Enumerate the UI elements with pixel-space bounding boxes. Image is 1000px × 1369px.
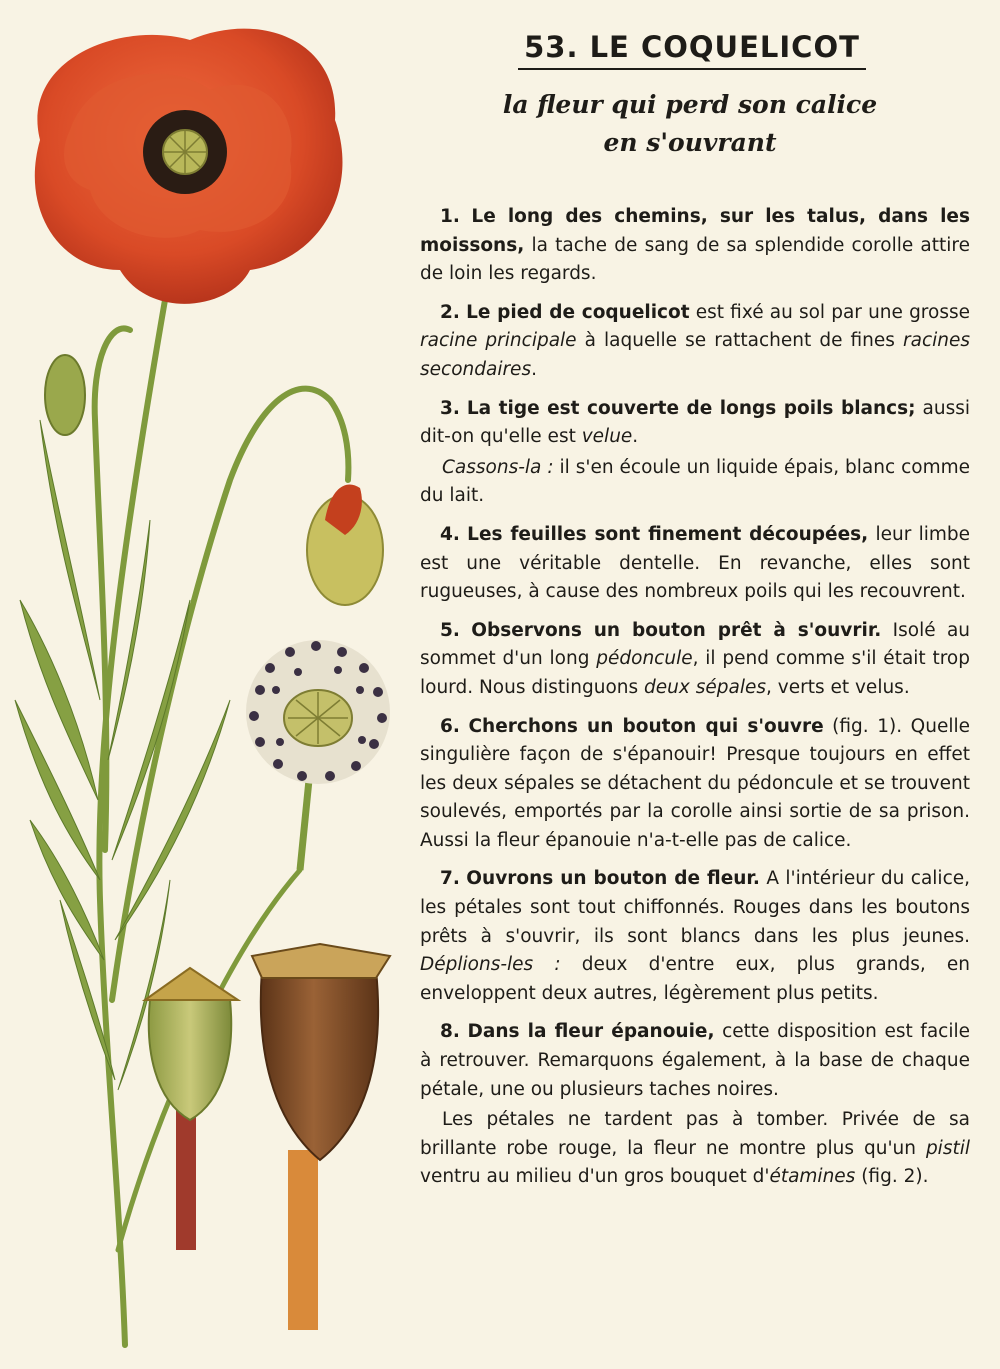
paragraph-8	[420, 1018, 970, 1104]
paragraph-3-continued	[420, 454, 970, 511]
paragraph-text: Isolé au sommet d'un long	[420, 619, 971, 670]
paragraph-text: aussi dit-on qu'elle est	[420, 397, 970, 448]
paragraph-8-continued	[420, 1106, 970, 1192]
paragraph-6	[420, 713, 970, 856]
paragraph-text: (fig. 1). Quelle singulière façon de s'épanouir! Presque toujours en effet les deux sépales se détachent du pédoncule et se trouvent soulevés, emportés par la corolle ainsi sortie de sa prison. Aussi la fleur épanouie n'a-t-elle pas de calice.	[420, 715, 970, 851]
paragraph-heading: Observons un bouton prêt à s'ouvrir.	[471, 619, 882, 641]
italic-term: pédoncule	[596, 648, 693, 670]
page-subtitle	[470, 86, 910, 162]
italic-term: étamines	[769, 1166, 856, 1188]
paragraph-text: est fixé au sol par une grosse	[689, 301, 970, 323]
paragraph-4	[420, 521, 970, 607]
brown-seed-capsule	[252, 944, 390, 1330]
paragraph-number: 4.	[440, 523, 460, 545]
paragraph-heading: Le long des chemins, sur les talus, dans les moissons,	[420, 206, 970, 256]
paragraph-number: 5.	[440, 619, 460, 641]
page-title: 53. LE COQUELICOT	[518, 30, 866, 70]
paragraph-7	[420, 865, 970, 1008]
poppy-flower	[35, 29, 343, 304]
paragraph-text: (fig. 2).	[855, 1166, 929, 1188]
paragraph-text: A l'intérieur du calice, les pétales sont tout chiffonnés. Rouges dans les boutons prêts à s'ouvrir, ils sont blancs dans les plus jeunes.	[420, 868, 970, 947]
italic-term: Cassons-la :	[442, 456, 554, 478]
italic-term: racines secondaires	[420, 330, 970, 380]
paragraph-text: .	[531, 358, 537, 380]
paragraph-heading: La tige est couverte de longs poils blancs;	[466, 397, 916, 419]
italic-term: velue	[581, 426, 633, 448]
green-seed-capsule	[145, 968, 238, 1250]
paragraph-text: Les pétales ne tardent pas à tomber. Privée de sa brillante robe rouge, la fleur ne montre plus qu'un	[420, 1109, 970, 1159]
paragraph-text: cette disposition est facile à retrouver. Remarquons également, à la base de chaque pétale, une ou plusieurs taches noires.	[420, 1021, 970, 1100]
paragraph-number: 1.	[440, 206, 460, 227]
paragraph-number: 7.	[440, 868, 460, 890]
paragraph-text: ventru au milieu d'un gros bouquet d'	[420, 1166, 770, 1188]
pistil-with-stamens	[246, 640, 390, 870]
paragraph-text: , verts et velus.	[766, 676, 910, 698]
paragraph-text: il s'en écoule un liquide épais, blanc comme du lait.	[420, 456, 971, 507]
paragraph-heading: Ouvrons un bouton de fleur.	[466, 868, 760, 890]
paragraph-text: .	[632, 426, 639, 448]
paragraph-heading: Le pied de coquelicot	[466, 301, 690, 323]
italic-term: deux sépales	[644, 676, 766, 698]
paragraph-number: 6.	[440, 715, 460, 737]
poppy-illustration	[0, 0, 430, 1369]
italic-term: pistil	[925, 1137, 970, 1159]
paragraph-text: deux d'entre eux, plus grands, en enveloppent deux autres, légèrement plus petits.	[420, 954, 970, 1004]
paragraph-text: à laquelle se rattachent de fines	[576, 330, 903, 352]
opening-bud	[307, 485, 383, 605]
paragraph-2	[420, 299, 970, 385]
paragraph-number: 2.	[440, 301, 460, 323]
paragraph-heading: Cherchons un bouton qui s'ouvre	[468, 715, 824, 737]
article-body	[420, 203, 970, 1202]
italic-term: racine principale	[420, 330, 577, 352]
paragraph-text: la tache de sang de sa splendide corolle attire de loin les regards.	[420, 234, 970, 285]
italic-term: Déplions-les :	[420, 954, 561, 976]
paragraph-3	[420, 395, 970, 452]
paragraph-heading: Dans la fleur épanouie,	[467, 1021, 715, 1043]
paragraph-1	[420, 203, 970, 289]
paragraph-text: , il pend comme s'il était trop lourd. Nous distinguons	[420, 648, 970, 698]
small-bud	[45, 355, 85, 435]
paragraph-5	[420, 617, 970, 703]
paragraph-text: leur limbe est une véritable dentelle. En revanche, elles sont rugueuses, à cause des nombreux poils qui les recouvrent.	[420, 523, 970, 603]
paragraph-number: 8.	[440, 1021, 460, 1043]
paragraph-number: 3.	[440, 397, 460, 419]
subtitle-line: la fleur qui perd son calice	[502, 90, 878, 119]
subtitle-line: en s'ouvrant	[603, 128, 777, 157]
paragraph-heading: Les feuilles sont finement découpées,	[467, 523, 869, 545]
